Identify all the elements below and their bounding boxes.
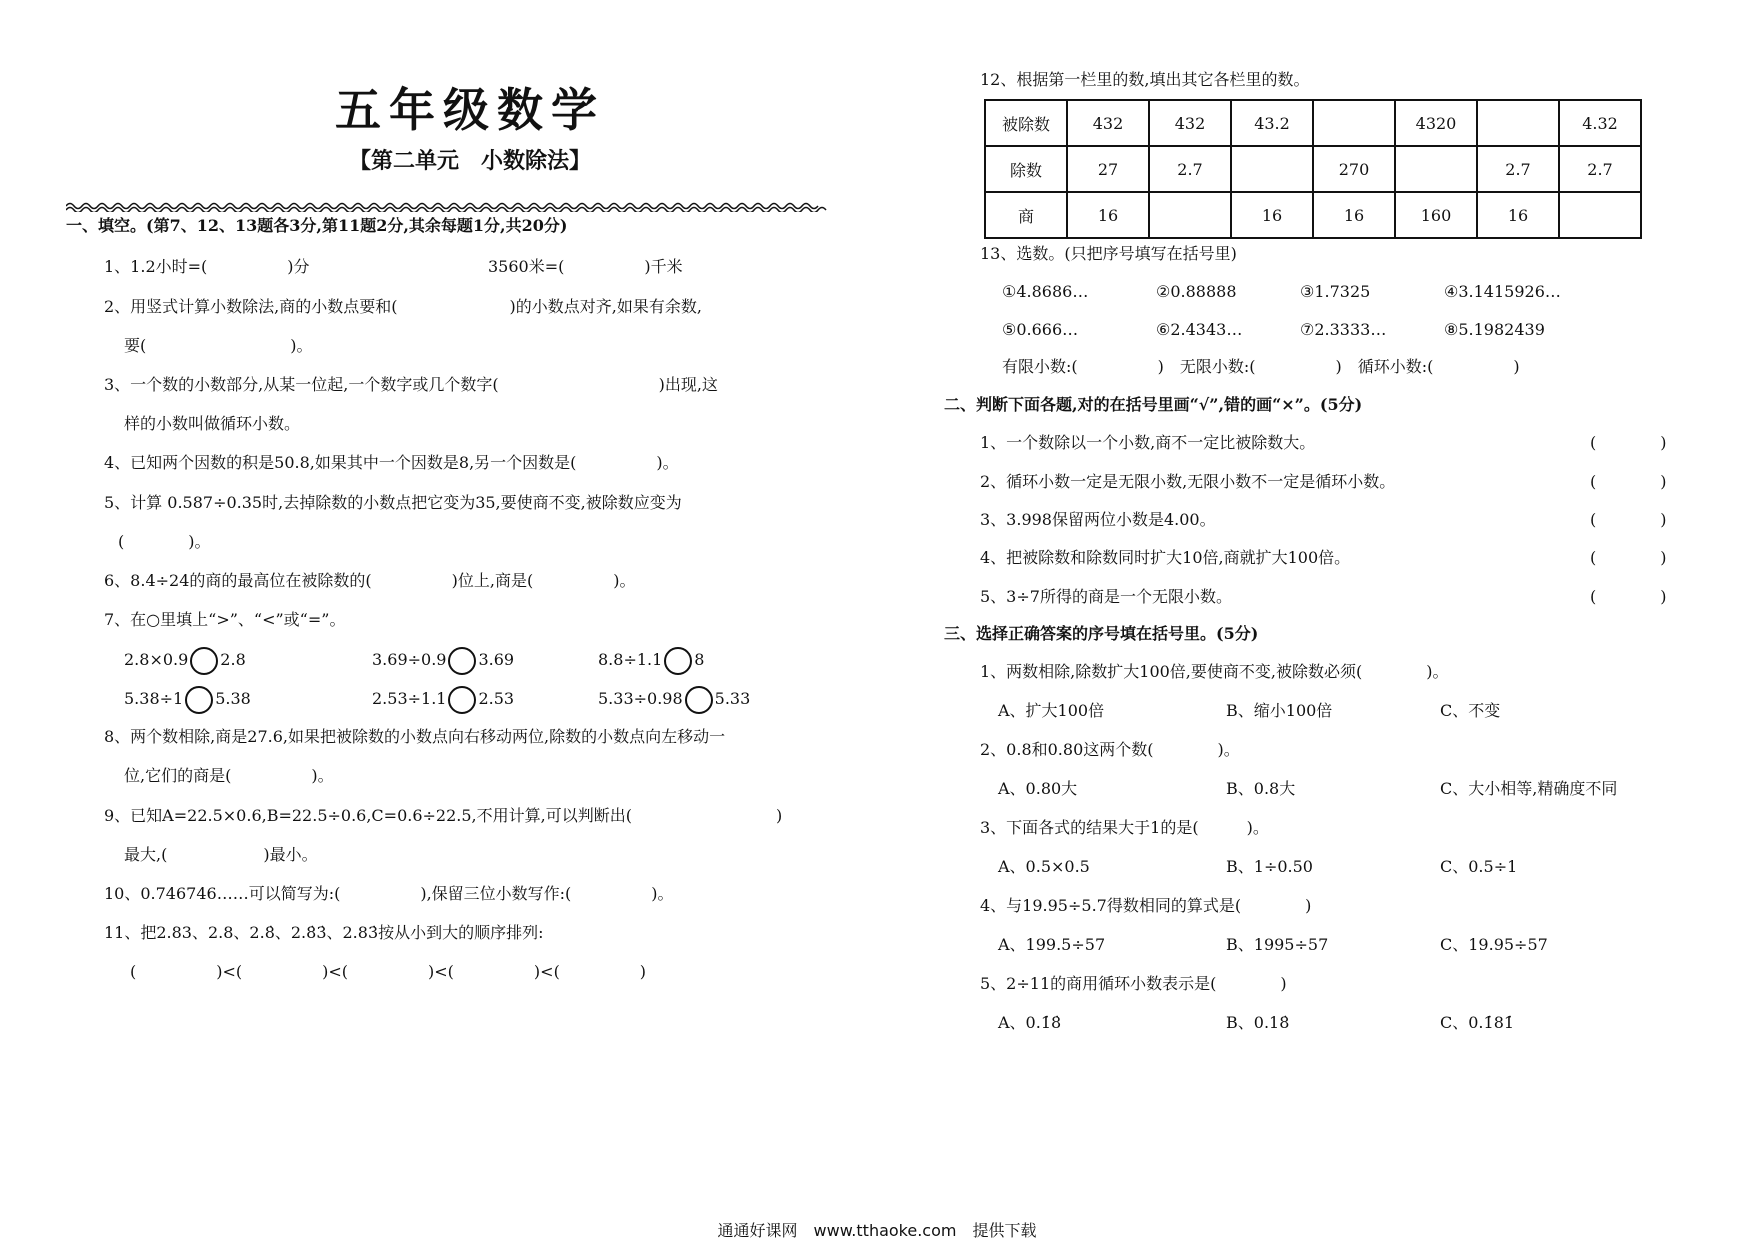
q12-heading: 12、根据第一栏里的数,填出其它各栏里的数。 — [980, 70, 1310, 89]
choice-option-b[interactable]: B、0.8大 — [1226, 779, 1296, 798]
q2a: 2、用竖式计算小数除法,商的小数点要和( )的小数点对齐,如果有余数, — [104, 297, 702, 316]
choice-option-a[interactable]: A、0.1̇8̇ — [998, 1013, 1062, 1032]
q2b: 要( )。 — [124, 336, 313, 355]
compare-circle[interactable] — [448, 686, 476, 714]
q9b: 最大,( )最小。 — [124, 845, 318, 864]
choice-option-a[interactable]: A、199.5÷57 — [998, 935, 1106, 954]
table-cell[interactable]: 4320 — [1395, 100, 1477, 146]
q4: 4、已知两个因数的积是50.8,如果其中一个因数是8,另一个因数是( )。 — [104, 453, 679, 472]
q13-heading: 13、选数。(只把序号填写在括号里) — [980, 244, 1237, 263]
q12-table — [984, 99, 1642, 239]
section1-heading: 一、填空。(第7、12、13题各3分,第11题2分,其余每题1分,共20分) — [66, 216, 568, 235]
compare-circle[interactable] — [448, 647, 476, 675]
choice-option-a[interactable]: A、0.5×0.5 — [998, 857, 1090, 876]
judge-paren[interactable]: ( ) — [1590, 587, 1667, 606]
q8b: 位,它们的商是( )。 — [124, 766, 334, 785]
table-cell[interactable] — [1231, 146, 1313, 192]
q8a: 8、两个数相除,商是27.6,如果把被除数的小数点向右移动两位,除数的小数点向左移动一 — [104, 727, 726, 746]
table-cell[interactable] — [1559, 192, 1641, 238]
judge-paren[interactable]: ( ) — [1590, 433, 1667, 452]
q13-option: ①4.8686… — [1002, 282, 1089, 301]
judge-paren[interactable]: ( ) — [1590, 472, 1667, 491]
q1b: 3560米=( )千米 — [488, 257, 683, 276]
choice-option-b[interactable]: B、0.18̇ — [1226, 1013, 1290, 1032]
q13-option: ③1.7325 — [1300, 282, 1371, 301]
judge-paren[interactable]: ( ) — [1590, 510, 1667, 529]
compare-circle[interactable] — [664, 647, 692, 675]
q3a: 3、一个数的小数部分,从某一位起,一个数字或几个数字( )出现,这 — [104, 375, 718, 394]
judge-item: 1、一个数除以一个小数,商不一定比被除数大。 — [980, 433, 1316, 452]
choice-option-b[interactable]: B、1995÷57 — [1226, 935, 1329, 954]
table-cell[interactable]: 270 — [1313, 146, 1395, 192]
q11-answer-row: ( )<( )<( )<( )<( ) — [130, 962, 647, 981]
choice-option-c[interactable]: C、大小相等,精确度不同 — [1440, 779, 1618, 798]
row-label: 除数 — [985, 146, 1067, 192]
q10: 10、0.746746……可以简写为:( ),保留三位小数写作:( )。 — [104, 884, 674, 903]
table-cell[interactable]: 160 — [1395, 192, 1477, 238]
table-cell[interactable] — [1149, 192, 1231, 238]
q7-item: 5.33÷0.98 5.33 — [598, 684, 750, 714]
q5b: ( )。 — [118, 532, 211, 551]
table-cell[interactable]: 43.2 — [1231, 100, 1313, 146]
q6: 6、8.4÷24的商的最高位在被除数的( )位上,商是( )。 — [104, 571, 636, 590]
table-cell[interactable]: 4.32 — [1559, 100, 1641, 146]
choice-question: 3、下面各式的结果大于1的是( )。 — [980, 818, 1269, 837]
choice-option-a[interactable]: A、扩大100倍 — [998, 701, 1105, 720]
q13-answers: 有限小数:( ) 无限小数:( ) 循环小数:( ) — [1002, 357, 1520, 376]
q7-item: 8.8÷1.1 8 — [598, 645, 704, 675]
table-row — [985, 192, 1641, 238]
q7-item: 5.38÷1 5.38 — [124, 684, 251, 714]
choice-option-c[interactable]: C、19.95÷57 — [1440, 935, 1548, 954]
page-title: 五年级数学 — [335, 83, 605, 137]
table-row — [985, 100, 1641, 146]
q7-item: 2.53÷1.1 2.53 — [372, 684, 514, 714]
q13-option: ②0.88888 — [1156, 282, 1237, 301]
row-label: 商 — [985, 192, 1067, 238]
footer-credit: 通通好课网 www.tthaoke.com 提供下载 — [717, 1221, 1037, 1240]
choice-option-b[interactable]: B、缩小100倍 — [1226, 701, 1333, 720]
q13-option: ⑧5.1982439 — [1444, 320, 1545, 339]
table-cell[interactable]: 2.7 — [1477, 146, 1559, 192]
q5a: 5、计算 0.587÷0.35时,去掉除数的小数点把它变为35,要使商不变,被除数应变为 — [104, 493, 682, 512]
table-cell[interactable]: 27 — [1067, 146, 1149, 192]
choice-question: 1、两数相除,除数扩大100倍,要使商不变,被除数必须( )。 — [980, 662, 1449, 681]
table-cell[interactable]: 16 — [1477, 192, 1559, 238]
q1a: 1、1.2小时=( )分 — [104, 257, 310, 276]
q3b: 样的小数叫做循环小数。 — [124, 414, 301, 433]
judge-item: 5、3÷7所得的商是一个无限小数。 — [980, 587, 1232, 606]
row-label: 被除数 — [985, 100, 1067, 146]
judge-item: 2、循环小数一定是无限小数,无限小数不一定是循环小数。 — [980, 472, 1396, 491]
q13-option: ⑥2.4343… — [1156, 320, 1243, 339]
compare-circle[interactable] — [190, 647, 218, 675]
q7-item: 3.69÷0.9 3.69 — [372, 645, 514, 675]
q7: 7、在○里填上“>”、“<”或“=”。 — [104, 610, 346, 629]
choice-question: 5、2÷11的商用循环小数表示是( ) — [980, 974, 1287, 993]
table-cell[interactable] — [1395, 146, 1477, 192]
wavy-divider — [66, 200, 856, 212]
section3-heading: 三、选择正确答案的序号填在括号里。(5分) — [944, 624, 1259, 643]
choice-option-b[interactable]: B、1÷0.50 — [1226, 857, 1313, 876]
table-cell[interactable]: 2.7 — [1149, 146, 1231, 192]
table-cell[interactable] — [1313, 100, 1395, 146]
q13-option: ⑦2.3333… — [1300, 320, 1387, 339]
judge-item: 3、3.998保留两位小数是4.00。 — [980, 510, 1216, 529]
q13-option: ④3.1415926… — [1444, 282, 1561, 301]
page-subtitle: 【第二单元 小数除法】 — [348, 148, 591, 174]
table-cell[interactable]: 432 — [1067, 100, 1149, 146]
table-cell[interactable]: 16 — [1313, 192, 1395, 238]
table-cell[interactable]: 2.7 — [1559, 146, 1641, 192]
choice-question: 4、与19.95÷5.7得数相同的算式是( ) — [980, 896, 1312, 915]
judge-item: 4、把被除数和除数同时扩大10倍,商就扩大100倍。 — [980, 548, 1351, 567]
choice-option-c[interactable]: C、0.5÷1 — [1440, 857, 1518, 876]
compare-circle[interactable] — [185, 686, 213, 714]
judge-paren[interactable]: ( ) — [1590, 548, 1667, 567]
q11: 11、把2.83、2.8、2.8̇、2.8̇3̇、2.83̇按从小到大的顺序排列: — [104, 923, 544, 942]
q13-option: ⑤0.666… — [1002, 320, 1079, 339]
section2-heading: 二、判断下面各题,对的在括号里画“√”,错的画“×”。(5分) — [944, 395, 1363, 414]
table-row — [985, 146, 1641, 192]
choice-option-c[interactable]: C、0.1̇81̇ — [1440, 1013, 1515, 1032]
choice-question: 2、0.8和0.80这两个数( )。 — [980, 740, 1240, 759]
table-cell[interactable] — [1477, 100, 1559, 146]
table-cell[interactable]: 16 — [1231, 192, 1313, 238]
q9a: 9、已知A=22.5×0.6,B=22.5÷0.6,C=0.6÷22.5,不用计算,可以判断出( ) — [104, 806, 783, 825]
choice-option-c[interactable]: C、不变 — [1440, 701, 1501, 720]
q7-item: 2.8×0.9 2.8 — [124, 645, 246, 675]
choice-option-a[interactable]: A、0.80大 — [998, 779, 1078, 798]
table-cell[interactable]: 432 — [1149, 100, 1231, 146]
compare-circle[interactable] — [685, 686, 713, 714]
table-cell[interactable]: 16 — [1067, 192, 1149, 238]
